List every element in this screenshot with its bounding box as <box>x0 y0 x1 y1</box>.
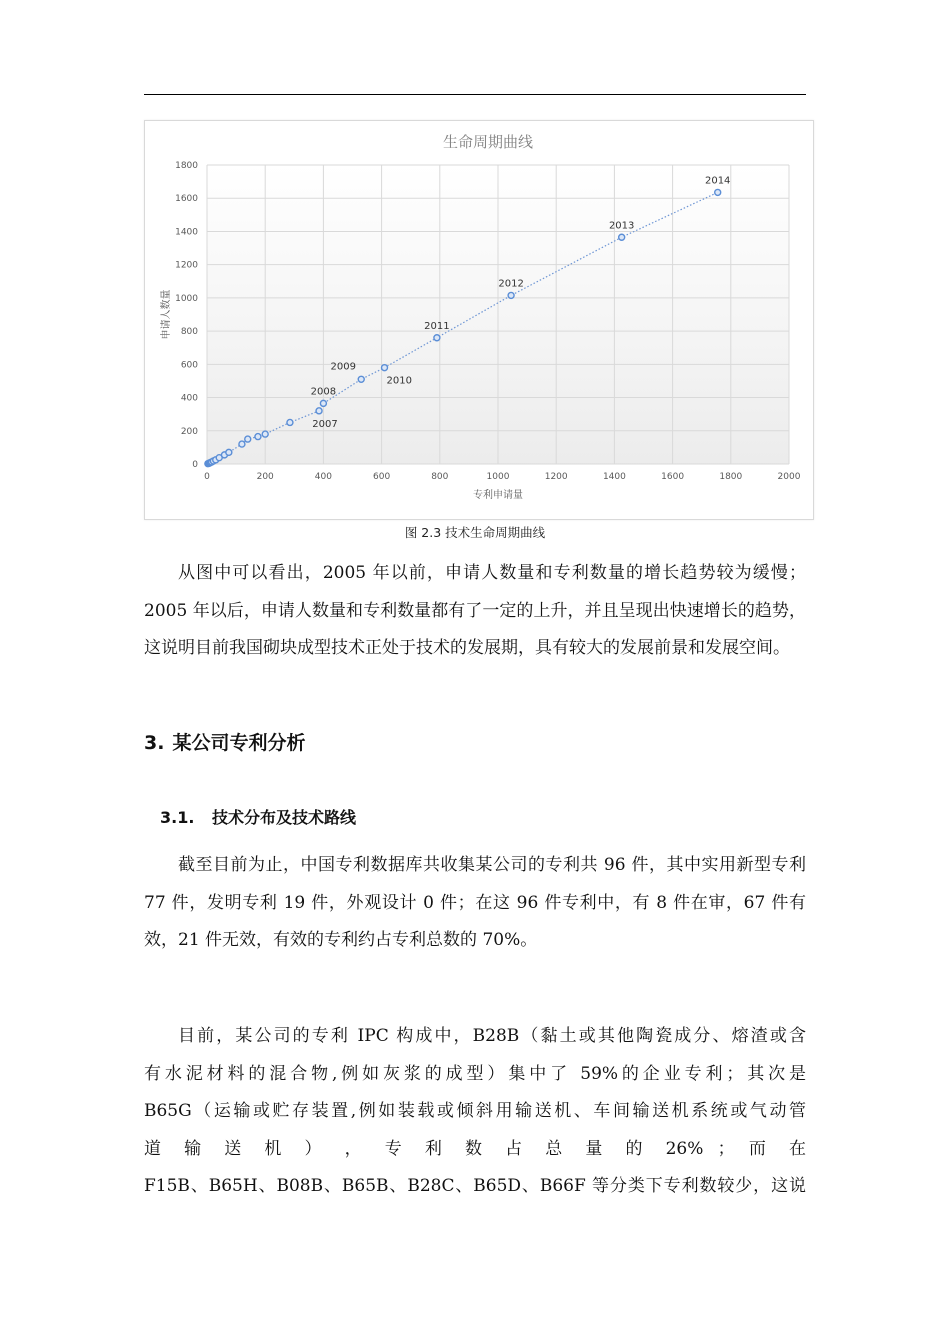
data-point <box>255 434 261 440</box>
ipc-line-4: 道 输 送 机 ） ， 专 利 数 占 总 量 的 26% ； 而 在 <box>144 1138 806 1159</box>
data-point <box>715 189 721 195</box>
data-label: 2008 <box>310 386 337 398</box>
chart-title: 生命周期曲线 <box>442 133 534 151</box>
data-point <box>287 419 293 425</box>
paragraph-patent-count: 截至目前为止，中国专利数据库共收集某公司的专利共 96 件，其中实用新型专利 77 件，发明专利 19 件，外观设计 0 件；在这 96 件专利中，有 8 件在审，67 件有效，21 件无效，有效的专利约占专利总数的 70%。 <box>144 855 806 950</box>
data-point <box>226 449 232 455</box>
data-label: 2007 <box>312 418 338 430</box>
x-tick-label: 800 <box>431 472 449 482</box>
x-tick-label: 1200 <box>544 472 568 482</box>
x-tick-label: 2000 <box>777 472 801 482</box>
section-number: 3. <box>144 732 165 754</box>
data-label: 2013 <box>608 220 635 232</box>
y-tick-label: 600 <box>180 360 198 371</box>
y-tick-label: 0 <box>192 460 198 470</box>
y-tick-label: 200 <box>180 426 198 437</box>
x-tick-label: 1400 <box>602 472 626 482</box>
header-rule <box>144 94 806 95</box>
paragraph-ipc <box>144 1018 806 1206</box>
data-point <box>262 431 268 437</box>
y-tick-label: 400 <box>180 393 198 404</box>
y-axis-label: 申请人数量 <box>161 289 172 340</box>
data-point <box>434 335 440 341</box>
ipc-line-1: 目前，某公司的专利 IPC 构成中，B28B（黏土或其他陶瓷成分、熔渣或含 <box>178 1026 806 1046</box>
data-point <box>245 436 251 442</box>
x-tick-label: 1800 <box>719 472 743 482</box>
y-tick-label: 1800 <box>175 161 198 171</box>
y-tick-label: 1000 <box>175 293 198 304</box>
data-point <box>320 400 326 406</box>
x-axis-label: 专利申请量 <box>473 490 523 501</box>
data-label: 2009 <box>330 361 356 373</box>
ipc-line-3: B65G（运输或贮存装置,例如装载或倾斜用输送机、车间输送机系统或气动管 <box>144 1101 806 1121</box>
ipc-line-5: F15B、B65H、B08B、B65B、B28C、B65D、B66F 等分类下专利数较少，这说 <box>144 1176 806 1196</box>
data-label: 2014 <box>704 175 731 187</box>
y-tick-label: 1600 <box>175 194 198 205</box>
subsection-heading <box>160 805 356 828</box>
x-tick-label: 600 <box>373 472 391 482</box>
y-tick-label: 1200 <box>175 260 198 271</box>
data-point <box>619 234 625 240</box>
data-point <box>508 292 514 298</box>
x-tick-label: 1000 <box>486 472 510 482</box>
subsection-title: 技术分布及技术路线 <box>212 808 357 827</box>
paragraph-lifecycle: 从图中可以看出，2005 年以前，申请人数量和专利数量的增长趋势较为缓慢；2005 年以后，申请人数量和专利数量都有了一定的上升，并且呈现出快速增长的趋势，这说明目前我国砌块成型技术正处于技术的发展期，具有较大的发展前景和发展空间。 <box>144 563 806 658</box>
x-tick-label: 1600 <box>661 472 685 482</box>
lifecycle-chart <box>144 120 814 520</box>
section-title: 某公司专利分析 <box>172 732 306 754</box>
data-label: 2012 <box>498 278 524 290</box>
section-heading <box>144 728 305 755</box>
figure-caption: 图 2.3 技术生命周期曲线 <box>404 525 546 540</box>
data-point <box>358 376 364 382</box>
x-tick-label: 200 <box>256 472 274 482</box>
chart-canvas <box>145 121 813 519</box>
data-point <box>239 441 245 447</box>
data-point <box>382 365 388 371</box>
data-label: 2011 <box>424 320 450 332</box>
data-label: 2010 <box>386 375 412 387</box>
y-tick-label: 1400 <box>175 227 198 238</box>
ipc-line-2: 有水泥材料的混合物,例如灰浆的成型）集中了 59%的企业专利；其次是 <box>144 1063 806 1084</box>
subsection-number: 3.1. <box>160 808 195 827</box>
y-tick-label: 800 <box>180 327 198 338</box>
x-tick-label: 0 <box>204 472 210 482</box>
data-point <box>316 408 322 414</box>
x-tick-label: 400 <box>314 472 332 482</box>
